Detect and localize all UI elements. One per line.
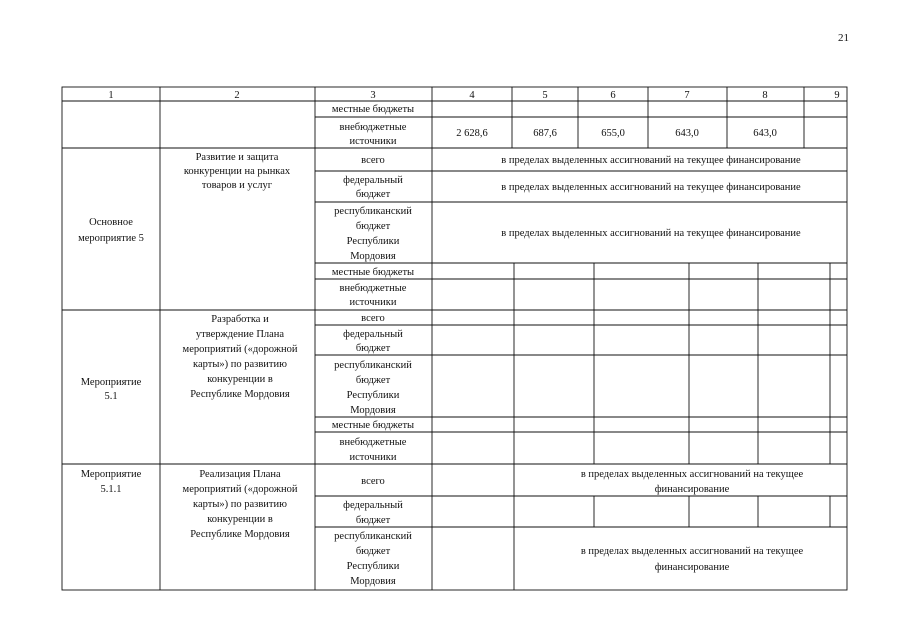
m511-total-label: всего [361, 476, 385, 487]
m51-extra-line2: источники [349, 452, 397, 463]
extra-budget-label-line2: источники [349, 136, 397, 147]
main-activity-5 [78, 152, 801, 308]
m511-total-note-line2: финансирование [654, 484, 730, 495]
local-budgets-label: местные бюджеты [331, 104, 415, 115]
m51-total-label: всего [361, 313, 385, 324]
om5-desc-line1: Развитие и защита [195, 152, 279, 163]
om5-local-label: местные бюджеты [331, 267, 415, 278]
continuation-block [332, 104, 777, 147]
header-col-4: 4 [469, 90, 475, 101]
om5-title-line2: мероприятие 5 [78, 233, 144, 244]
m511-desc-line3: карты») по развитию [193, 499, 287, 510]
om5-desc-line3: товаров и услуг [201, 180, 273, 191]
page-number: 21 [838, 32, 849, 44]
m51-republic-line3: Республики [346, 390, 400, 401]
m51-republic-line4: Мордовия [350, 405, 396, 416]
activity-5-1 [81, 313, 414, 463]
m511-federal-line2: бюджет [355, 515, 391, 526]
value-col-4: 2 628,6 [456, 128, 488, 139]
m511-title-line1: Мероприятие [80, 469, 142, 480]
header-col-8: 8 [762, 90, 768, 101]
om5-title-line1: Основное [89, 217, 133, 228]
m511-republic-line3: Республики [346, 561, 400, 572]
m511-republic-note-line2: финансирование [654, 562, 730, 573]
m51-desc-line3: мероприятий («дорожной [182, 344, 298, 355]
value-col-6: 655,0 [601, 128, 625, 139]
m511-total-note-line1: в пределах выделенных ассигнований на текущее [580, 469, 804, 480]
m51-desc-line1: Разработка и [211, 314, 269, 325]
m51-federal-line2: бюджет [355, 343, 391, 354]
header-col-6: 6 [610, 90, 616, 101]
header-col-7: 7 [684, 90, 690, 101]
om5-republic-note: в пределах выделенных ассигнований на текущее финансирование [501, 228, 801, 239]
om5-desc-line2: конкуренции на рынках [183, 166, 291, 177]
value-col-5: 687,6 [533, 128, 557, 139]
m51-federal-line1: федеральный [343, 329, 403, 340]
m511-title-line2: 5.1.1 [100, 484, 122, 495]
header-col-3: 3 [370, 90, 376, 101]
value-col-7: 643,0 [675, 128, 699, 139]
m51-desc-line4: карты») по развитию [193, 359, 287, 370]
om5-republic-line3: Республики [346, 236, 400, 247]
m51-title-line1: Мероприятие [80, 377, 142, 388]
m511-desc-line2: мероприятий («дорожной [182, 484, 298, 495]
value-col-8: 643,0 [753, 128, 777, 139]
m511-republic-line4: Мордовия [350, 576, 396, 587]
m51-republic-line1: республиканский [334, 360, 412, 371]
m511-republic-line2: бюджет [355, 546, 391, 557]
header-col-9: 9 [834, 90, 840, 101]
header-row [108, 90, 839, 101]
om5-federal-line2: бюджет [355, 189, 391, 200]
m511-republic-line1: республиканский [334, 531, 412, 542]
header-col-5: 5 [542, 90, 548, 101]
m511-republic-note-line1: в пределах выделенных ассигнований на текущее [580, 546, 804, 557]
om5-republic-line4: Мордовия [350, 251, 396, 262]
header-col-2: 2 [234, 90, 240, 101]
m51-local-label: местные бюджеты [331, 420, 415, 431]
om5-federal-note: в пределах выделенных ассигнований на текущее финансирование [501, 182, 801, 193]
m51-desc-line2: утверждение Плана [195, 329, 285, 340]
m511-desc-line4: конкуренции в [207, 514, 273, 525]
m51-extra-line1: внебюджетные [339, 437, 407, 448]
m511-desc-line5: Республике Мордовия [190, 529, 290, 540]
om5-extra-line2: источники [349, 297, 397, 308]
m511-desc-line1: Реализация Плана [199, 469, 281, 480]
header-col-1: 1 [108, 90, 114, 101]
om5-extra-line1: внебюджетные [339, 283, 407, 294]
m511-federal-line1: федеральный [343, 500, 403, 511]
om5-republic-line2: бюджет [355, 221, 391, 232]
om5-total-note: в пределах выделенных ассигнований на текущее финансирование [501, 155, 801, 166]
om5-total-label: всего [361, 155, 385, 166]
om5-federal-line1: федеральный [343, 175, 403, 186]
om5-republic-line1: республиканский [334, 206, 412, 217]
activity-5-1-1 [81, 469, 804, 587]
extra-budget-label-line1: внебюджетные [339, 122, 407, 133]
m51-desc-line6: Республике Мордовия [190, 389, 290, 400]
m51-title-line2: 5.1 [104, 391, 118, 402]
m51-republic-line2: бюджет [355, 375, 391, 386]
m51-desc-line5: конкуренции в [207, 374, 273, 385]
